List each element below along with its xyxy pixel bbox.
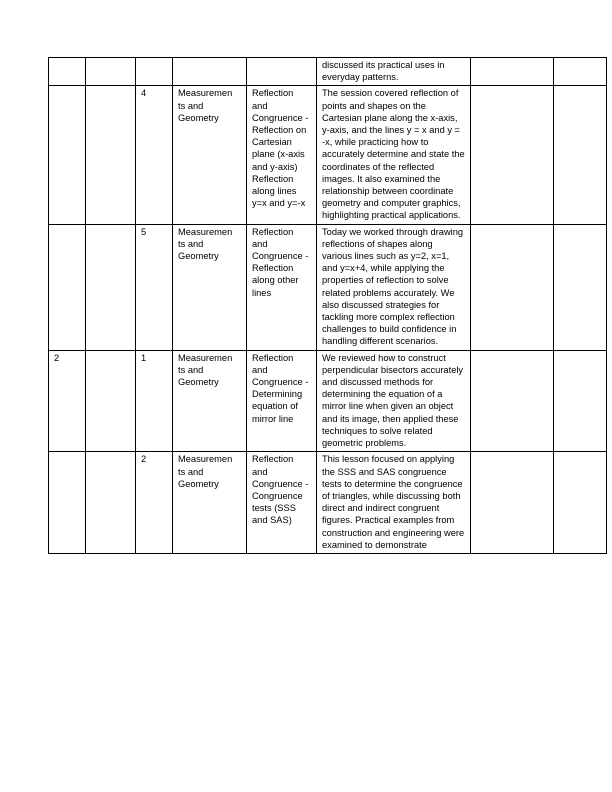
notes-cell: We reviewed how to construct perpendicular bisectors accurately and discussed methods for determining the equation of a mirror line when given an object and its image, then applied these techniques to solve related geometric problems. [317,350,471,452]
strand-cell: Measuremen ts and Geometry [173,350,247,452]
strand-cell [173,58,247,86]
substrand-cell: Reflection and Congruence - Reflection along other lines [247,224,317,350]
blank-cell [554,224,607,350]
week-cell: 2 [49,350,86,452]
lesson-cell: 1 [136,350,173,452]
blank-cell [471,452,554,554]
blank-cell [471,86,554,224]
blank-cell [554,452,607,554]
blank-cell [554,350,607,452]
blank-cell [554,86,607,224]
notes-cell: discussed its practical uses in everyday patterns. [317,58,471,86]
lesson-record-table [48,57,607,554]
table-row [49,350,607,452]
strand-cell: Measuremen ts and Geometry [173,224,247,350]
substrand-cell [247,58,317,86]
blank-cell [86,350,136,452]
notes-cell: The session covered reflection of points and shapes on the Cartesian plane along the x-axis, y-axis, and the lines y = x and y = -x, while practicing how to accurately determine and state the coordinates of the reflected images. It also examined the relationship between coordinate geometry and computer graphics, highlighting practical applications. [317,86,471,224]
strand-cell: Measuremen ts and Geometry [173,452,247,554]
table-row [49,452,607,554]
substrand-cell: Reflection and Congruence - Determining equation of mirror line [247,350,317,452]
blank-cell [471,350,554,452]
blank-cell [86,58,136,86]
blank-cell [86,86,136,224]
blank-cell [471,224,554,350]
blank-cell [471,58,554,86]
week-cell [49,86,86,224]
notes-cell: Today we worked through drawing reflections of shapes along various lines such as y=2, x=1, and y=x+4, while applying the properties of reflection to solve related problems accurately. We also discussed strategies for tackling more complex reflection challenges to build confidence in handling different scenarios. [317,224,471,350]
table-row [49,224,607,350]
substrand-cell: Reflection and Congruence - Reflection on Cartesian plane (x-axis and y-axis) Reflection along lines y=x and y=-x [247,86,317,224]
blank-cell [86,224,136,350]
lesson-cell: 5 [136,224,173,350]
lesson-cell [136,58,173,86]
table-row [49,58,607,86]
week-cell [49,58,86,86]
lesson-cell: 2 [136,452,173,554]
strand-cell: Measuremen ts and Geometry [173,86,247,224]
week-cell [49,224,86,350]
week-cell [49,452,86,554]
blank-cell [554,58,607,86]
blank-cell [86,452,136,554]
substrand-cell: Reflection and Congruence - Congruence tests (SSS and SAS) [247,452,317,554]
lesson-cell: 4 [136,86,173,224]
table-row [49,86,607,224]
notes-cell: This lesson focused on applying the SSS and SAS congruence tests to determine the congruence of triangles, while discussing both direct and indirect congruent figures. Practical examples from construction and engineering were examined to demonstrate [317,452,471,554]
